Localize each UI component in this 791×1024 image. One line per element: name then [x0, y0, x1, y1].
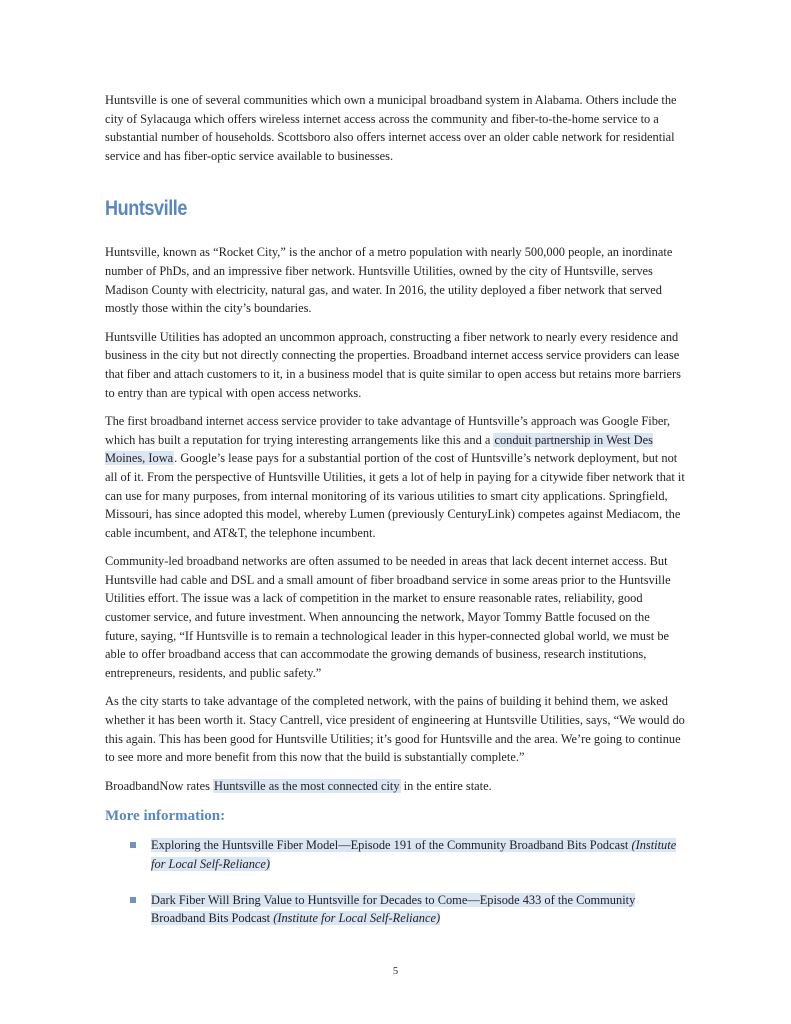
paragraph-6 — [105, 777, 685, 796]
page-number: 5 — [392, 966, 399, 977]
paragraph-4: Community-led broadband networks are often assumed to be needed in areas that lack decent internet access. But Huntsville had cable and DSL and a small amount of fiber broadband service in some areas prior to the Huntsville Utilities effort. The issue was a lack of competition in the market to ensure reasonable rates, reliability, good customer service, and future investment. When announcing the network, Mayor Tommy Battle focused on the future, saying, “If Huntsville is to remain a technological leader in this hyper-connected global world, we must be able to offer broadband access that can accommodate the growing demands of business, research institutions, entrepreneurs, residents, and public safety.” — [105, 554, 671, 680]
resource-title: Dark Fiber Will Bring Value to Huntsville for Decades to Come—Episode 433 of the Community Broadband Bits Podcast — [151, 892, 636, 926]
list-item — [105, 891, 685, 928]
section-heading: Huntsville — [105, 197, 188, 221]
page-content — [105, 91, 685, 945]
square-bullet-icon — [130, 842, 136, 848]
paragraph-6-text-before: BroadbandNow rates — [105, 778, 214, 793]
list-item — [105, 836, 685, 873]
most-connected-city-link[interactable]: Huntsville as the most connected city — [214, 778, 400, 793]
square-bullet-icon — [130, 897, 136, 903]
podcast-episode-191-link[interactable] — [151, 838, 676, 871]
intro-paragraph: Huntsville is one of several communities which own a municipal broadband system in Alabama. Others include the city of Sylacauga which offers wireless internet access across the community and fiber-to-the-home service to a substantial number of households. Scottsboro also offers internet access over an older cable network for residential service and has fiber-optic service available to businesses. — [105, 93, 677, 163]
paragraph-5: As the city starts to take advantage of the completed network, with the pains of building it behind them, we asked whether it has been worth it. Stacy Cantrell, vice president of engineering at Huntsville Utilities, says, “We would do this again. This has been good for Huntsville Utilities; it’s good for Huntsville and the area. We’re going to continue to see more and more benefit from this now that the build is substantially complete.” — [105, 694, 685, 765]
paragraph-3-text-before: The first broadband internet access service provider to take advantage of Huntsville’s approach was Google Fiber, which has built a reputation for trying interesting arrangements like this and a — [105, 414, 671, 447]
more-information-heading: More information: — [105, 808, 226, 825]
paragraph-2: Huntsville Utilities has adopted an uncommon approach, constructing a fiber network to nearly every residence and business in the city but not directly connecting the properties. Broadband internet access service providers can lease that fiber and attach customers to it, in a business model that is quite similar to open access but retains more barriers to entry than are typical with open access networks. — [105, 329, 682, 400]
paragraph-3-text-after: . Google’s lease pays for a substantial portion of the cost of Huntsville’s network deployment, but not all of it. From the perspective of Huntsville Utilities, it gets a lot of help in paying for a citywide fiber network that it can use for many purposes, from internal monitoring of its various utilities to smart city applications. Springfield, Missouri, has since adopted this model, whereby Lumen (previously CenturyLink) competes against Mediacom, the cable incumbent, and AT&T, the telephone incumbent. — [105, 451, 685, 540]
podcast-episode-433-link[interactable] — [151, 893, 635, 926]
resource-list — [105, 836, 685, 927]
resource-source: (Institute for Local Self-Reliance) — [151, 838, 677, 871]
resource-source: (Institute for Local Self-Reliance) — [273, 911, 441, 926]
resource-title: Exploring the Huntsville Fiber Model—Episode 191 of the Community Broadband Bits Podcast — [151, 838, 629, 853]
paragraph-1: Huntsville, known as “Rocket City,” is the anchor of a metro population with nearly 500,000 people, an inordinate number of PhDs, and an impressive fiber network. Huntsville Utilities, owned by the city of Huntsville, serves Madison County with electricity, natural gas, and water. In 2016, the utility deployed a fiber network that served mostly those within the city’s boundaries. — [105, 245, 673, 316]
conduit-partnership-link[interactable]: conduit partnership in West Des Moines, Iowa — [105, 432, 653, 466]
paragraph-6-text-after: in the entire state. — [400, 778, 492, 793]
paragraph-3 — [105, 412, 685, 542]
